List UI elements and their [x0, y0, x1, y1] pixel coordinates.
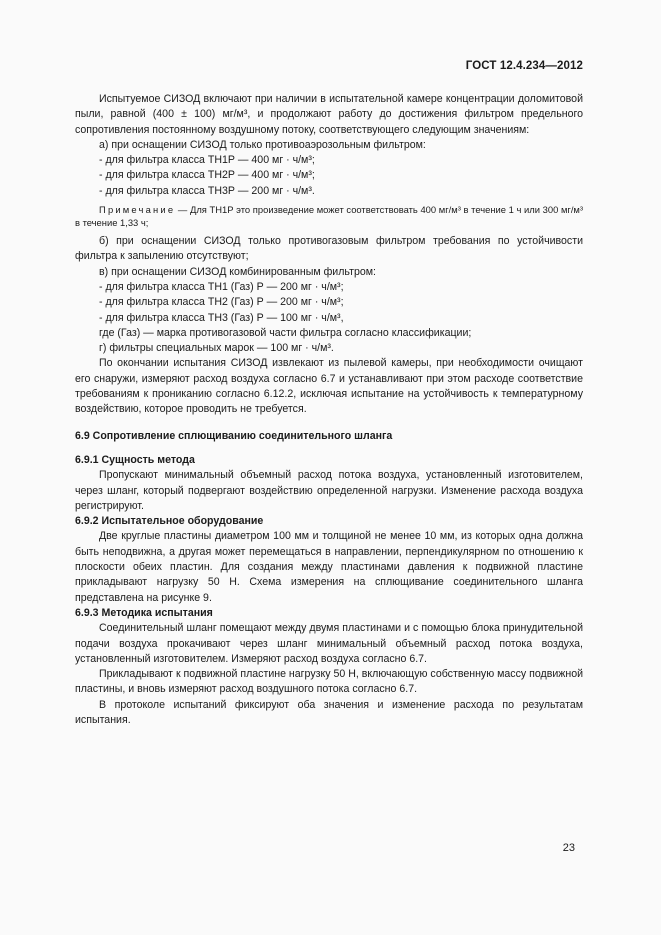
note-label: Примечание: [99, 204, 176, 216]
list-item-b: б) при оснащении СИЗОД только противогазовым фильтром требования по устойчивости фильтра к запылению отсутствуют;: [75, 235, 583, 263]
list-subitem: - для фильтра класса ТН1 (Газ) Р — 200 мг · ч/м³;: [99, 280, 344, 293]
list-subitem: где (Газ) — марка противогазовой части фильтра согласно классификации;: [99, 326, 472, 339]
list-item-v: в) при оснащении СИЗОД комбинированным фильтром:: [99, 265, 376, 278]
subsection-text: Прикладывают к подвижной пластине нагрузку 50 Н, включающую собственную массу подвижной пластины, и вновь измеряют расход воздушного потока согласно 6.7.: [75, 668, 583, 696]
paragraph-intro: Испытуемое СИЗОД включают при наличии в испытательной камере концентрации доломитовой пыли, равной (400 ± 100) мг/м³, и продолжают работу до достижения фильтром предельного сопротивления постоянному воздушному потоку, соответствующего следующим значениям:: [75, 93, 583, 136]
section-title: 6.9 Сопротивление сплющиванию соединительного шланга: [75, 429, 393, 442]
paragraph-after-test: По окончании испытания СИЗОД извлекают из пылевой камеры, при необходимости очищают его снаружи, измеряют расход воздуха согласно 6.7 и устанавливают при этом расходе соответствие требованиям к прониканию согласно 6.12.2, исключая испытание на устойчивость к температурному воздействию, которое проводить не требуется.: [75, 357, 583, 416]
list-subitem: - для фильтра класса ТН2Р — 400 мг · ч/м³;: [99, 169, 315, 182]
list-subitem: - для фильтра класса ТН1Р — 400 мг · ч/м³;: [99, 154, 315, 167]
note: [75, 203, 583, 229]
subsection-text: В протоколе испытаний фиксируют оба значения и изменение расхода по результатам испытания.: [75, 698, 583, 726]
page-number: 23: [562, 842, 575, 854]
list-subitem: - для фильтра класса ТН2 (Газ) Р — 200 мг · ч/м³;: [99, 296, 344, 309]
list-subitem: - для фильтра класса ТН3 (Газ) Р — 100 мг · ч/м³,: [99, 311, 344, 324]
standard-header: ГОСТ 12.4.234—2012: [465, 60, 583, 72]
note-text: — Для ТН1Р это произведение может соответствовать 400 мг/м³ в течение 1 ч или 300 мг/м³ в течение 1,33 ч;: [75, 204, 583, 229]
subsection-text: Пропускают минимальный объемный расход потока воздуха, установленный изготовителем, через шланг, который подвергают воздействию определенной нагрузки. Изменение расхода воздуха регистрируют.: [75, 469, 583, 512]
subsection-text: Соединительный шланг помещают между двумя пластинами и с помощью блока принудительной подачи воздуха прокачивают через шланг минимальный объемный расход потока воздуха, установленный изготовителем. Измеряют расход воздуха согласно 6.7.: [75, 622, 583, 665]
subsection-title: 6.9.2 Испытательное оборудование: [75, 515, 264, 528]
list-item-g: г) фильтры специальных марок — 100 мг · ч/м³.: [99, 342, 334, 355]
list-subitem: - для фильтра класса ТН3Р — 200 мг · ч/м³.: [99, 184, 315, 197]
subsection-title: 6.9.1 Сущность метода: [75, 453, 195, 466]
list-item-a: а) при оснащении СИЗОД только противоаэрозольным фильтром:: [99, 138, 426, 151]
document-body: [75, 92, 583, 728]
subsection-text: Две круглые пластины диаметром 100 мм и толщиной не менее 10 мм, из которых одна должна быть неподвижна, а другая может перемещаться в направлении, перпендикулярном по отношению к плоскости обеих пластин. Для создания между пластинами давления к подвижной пластине прикладывают нагрузку 50 Н. Схема измерения на сплющивание соединительного шланга представлена на рисунке 9.: [75, 530, 583, 604]
subsection-title: 6.9.3 Методика испытания: [75, 606, 213, 619]
